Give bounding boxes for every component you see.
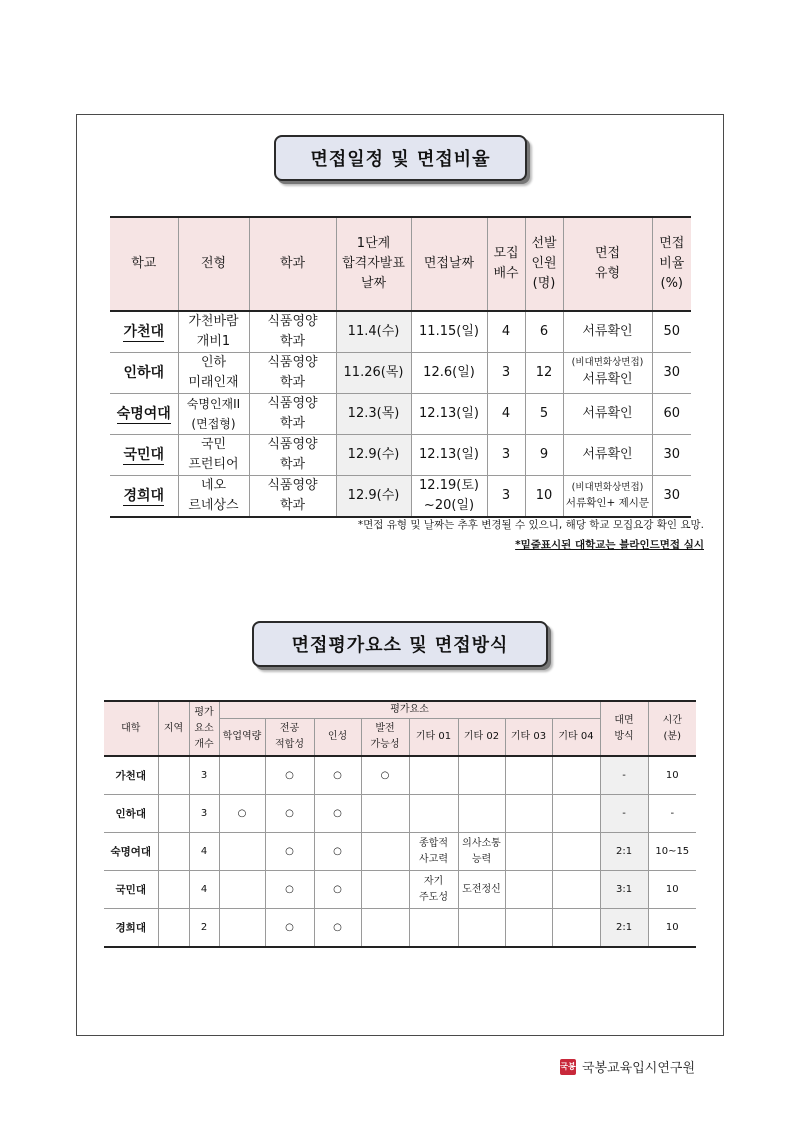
- note-schedule-change: *면접 유형 및 날짜는 추후 변경될 수 있으니, 해당 학교 모집요강 확인 요망.: [357, 519, 704, 531]
- header-character: 인성: [314, 719, 361, 757]
- track-cell: 가천바람 개비1: [178, 311, 249, 353]
- table-row: [110, 435, 691, 476]
- academic-cell: ○: [219, 795, 265, 833]
- method-cell: -: [600, 756, 648, 795]
- character-cell: ○: [314, 909, 361, 948]
- header-ratio: 모집 배수: [487, 217, 525, 311]
- header-selection: 선발 인원 (명): [525, 217, 563, 311]
- etc1-cell: 자기 주도성: [409, 871, 458, 909]
- date-cell: 12.13(일): [411, 435, 487, 476]
- etc3-cell: [505, 871, 552, 909]
- region-cell: [158, 795, 189, 833]
- section1-title: 면접일정 및 면접비율: [274, 135, 527, 181]
- rate-cell: 60: [652, 394, 691, 435]
- evaluation-table: [104, 700, 696, 948]
- count-cell: 4: [189, 871, 219, 909]
- character-cell: ○: [314, 795, 361, 833]
- table-row: [104, 795, 696, 833]
- etc4-cell: [552, 833, 600, 871]
- track-cell: 숙명인재II (면접형): [178, 394, 249, 435]
- etc3-cell: [505, 795, 552, 833]
- character-cell: ○: [314, 833, 361, 871]
- table-row: [104, 833, 696, 871]
- date-cell: 12.19(토) ~20(일): [411, 476, 487, 518]
- rate-cell: 30: [652, 476, 691, 518]
- region-cell: [158, 833, 189, 871]
- date-cell: 12.13(일): [411, 394, 487, 435]
- etc1-cell: 종합적 사고력: [409, 833, 458, 871]
- method-cell: 2:1: [600, 909, 648, 948]
- etc3-cell: [505, 756, 552, 795]
- etc4-cell: [552, 871, 600, 909]
- etc3-cell: [505, 833, 552, 871]
- region-cell: [158, 909, 189, 948]
- table-row: [104, 871, 696, 909]
- header-etc1: 기타 01: [409, 719, 458, 757]
- stage1-cell: 12.3(목): [336, 394, 411, 435]
- school-cell: 국민대: [110, 435, 178, 476]
- dept-cell: 식품영양 학과: [249, 435, 336, 476]
- ratio-cell: 3: [487, 353, 525, 394]
- header-count: 평가 요소 개수: [189, 701, 219, 756]
- etc1-cell: [409, 756, 458, 795]
- school-cell: 숙명여대: [110, 394, 178, 435]
- header-major-fit: 전공 적합성: [265, 719, 314, 757]
- org-name: 국봉교육입시연구원: [582, 1061, 696, 1076]
- etc2-cell: [458, 756, 505, 795]
- region-cell: [158, 871, 189, 909]
- logo-icon: 국봉: [560, 1059, 576, 1075]
- type-cell: (비대면화상면접) 서류확인: [563, 353, 652, 394]
- header-region: 지역: [158, 701, 189, 756]
- type-cell: 서류확인: [563, 394, 652, 435]
- selection-cell: 6: [525, 311, 563, 353]
- table-row: [104, 909, 696, 948]
- ratio-cell: 3: [487, 435, 525, 476]
- academic-cell: [219, 833, 265, 871]
- type-cell: (비대면화상면접) 서류확인+ 제시문: [563, 476, 652, 518]
- univ-cell: 숙명여대: [104, 833, 158, 871]
- etc2-cell: 도전정신: [458, 871, 505, 909]
- header-etc4: 기타 04: [552, 719, 600, 757]
- track-cell: 인하 미래인재: [178, 353, 249, 394]
- academic-cell: [219, 909, 265, 948]
- time-cell: 10: [648, 909, 696, 948]
- date-cell: 12.6(일): [411, 353, 487, 394]
- dept-cell: 식품영양 학과: [249, 394, 336, 435]
- rate-cell: 50: [652, 311, 691, 353]
- header-univ: 대학: [104, 701, 158, 756]
- footer-logo: [560, 1057, 695, 1076]
- growth-cell: [361, 795, 409, 833]
- header-etc2: 기타 02: [458, 719, 505, 757]
- etc1-cell: [409, 795, 458, 833]
- note-blind-interview: *밑줄표시된 대학교는 블라인드면접 실시: [515, 539, 704, 551]
- method-cell: 2:1: [600, 833, 648, 871]
- growth-cell: [361, 909, 409, 948]
- time-cell: -: [648, 795, 696, 833]
- univ-cell: 인하대: [104, 795, 158, 833]
- track-cell: 네오 르네상스: [178, 476, 249, 518]
- time-cell: 10: [648, 871, 696, 909]
- header-track: 전형: [178, 217, 249, 311]
- dept-cell: 식품영양 학과: [249, 476, 336, 518]
- header-interview-date: 면접날짜: [411, 217, 487, 311]
- school-cell: 가천대: [110, 311, 178, 353]
- univ-cell: 경희대: [104, 909, 158, 948]
- dept-cell: 식품영양 학과: [249, 353, 336, 394]
- academic-cell: [219, 871, 265, 909]
- ratio-cell: 4: [487, 394, 525, 435]
- growth-cell: ○: [361, 756, 409, 795]
- interview-schedule-table: [110, 216, 691, 518]
- header-method: 대면 방식: [600, 701, 648, 756]
- count-cell: 2: [189, 909, 219, 948]
- table-row: [110, 353, 691, 394]
- count-cell: 4: [189, 833, 219, 871]
- track-cell: 국민 프런티어: [178, 435, 249, 476]
- selection-cell: 12: [525, 353, 563, 394]
- major-cell: ○: [265, 871, 314, 909]
- selection-cell: 5: [525, 394, 563, 435]
- univ-cell: 가천대: [104, 756, 158, 795]
- section2-title: 면접평가요소 및 면접방식: [252, 621, 548, 667]
- time-cell: 10: [648, 756, 696, 795]
- univ-cell: 국민대: [104, 871, 158, 909]
- dept-cell: 식품영양 학과: [249, 311, 336, 353]
- growth-cell: [361, 833, 409, 871]
- growth-cell: [361, 871, 409, 909]
- character-cell: ○: [314, 756, 361, 795]
- table-row: [110, 394, 691, 435]
- major-cell: ○: [265, 833, 314, 871]
- etc2-cell: [458, 909, 505, 948]
- header-etc3: 기타 03: [505, 719, 552, 757]
- rate-cell: 30: [652, 353, 691, 394]
- ratio-cell: 3: [487, 476, 525, 518]
- header-growth: 발전 가능성: [361, 719, 409, 757]
- table-row: [110, 311, 691, 353]
- stage1-cell: 12.9(수): [336, 435, 411, 476]
- etc4-cell: [552, 795, 600, 833]
- etc4-cell: [552, 756, 600, 795]
- type-cell: 서류확인: [563, 435, 652, 476]
- table-row: [110, 476, 691, 518]
- header-dept: 학과: [249, 217, 336, 311]
- school-cell: 인하대: [110, 353, 178, 394]
- major-cell: ○: [265, 909, 314, 948]
- header-academic: 학업역량: [219, 719, 265, 757]
- date-cell: 11.15(일): [411, 311, 487, 353]
- count-cell: 3: [189, 795, 219, 833]
- time-cell: 10~15: [648, 833, 696, 871]
- table-header-row: [104, 701, 696, 719]
- selection-cell: 10: [525, 476, 563, 518]
- method-cell: -: [600, 795, 648, 833]
- etc3-cell: [505, 909, 552, 948]
- header-rate: 면접 비율 (%): [652, 217, 691, 311]
- table-header-row: [110, 217, 691, 311]
- major-cell: ○: [265, 795, 314, 833]
- table-row: [104, 756, 696, 795]
- header-time: 시간 (분): [648, 701, 696, 756]
- count-cell: 3: [189, 756, 219, 795]
- major-cell: ○: [265, 756, 314, 795]
- etc1-cell: [409, 909, 458, 948]
- academic-cell: [219, 756, 265, 795]
- header-type: 면접 유형: [563, 217, 652, 311]
- stage1-cell: 11.4(수): [336, 311, 411, 353]
- method-cell: 3:1: [600, 871, 648, 909]
- school-cell: 경희대: [110, 476, 178, 518]
- stage1-cell: 12.9(수): [336, 476, 411, 518]
- stage1-cell: 11.26(목): [336, 353, 411, 394]
- header-school: 학교: [110, 217, 178, 311]
- ratio-cell: 4: [487, 311, 525, 353]
- type-cell: 서류확인: [563, 311, 652, 353]
- character-cell: ○: [314, 871, 361, 909]
- region-cell: [158, 756, 189, 795]
- header-stage1: 1단계 합격자발표 날짜: [336, 217, 411, 311]
- rate-cell: 30: [652, 435, 691, 476]
- etc4-cell: [552, 909, 600, 948]
- selection-cell: 9: [525, 435, 563, 476]
- etc2-cell: 의사소통 능력: [458, 833, 505, 871]
- etc2-cell: [458, 795, 505, 833]
- header-eval-group: 평가요소: [219, 701, 600, 719]
